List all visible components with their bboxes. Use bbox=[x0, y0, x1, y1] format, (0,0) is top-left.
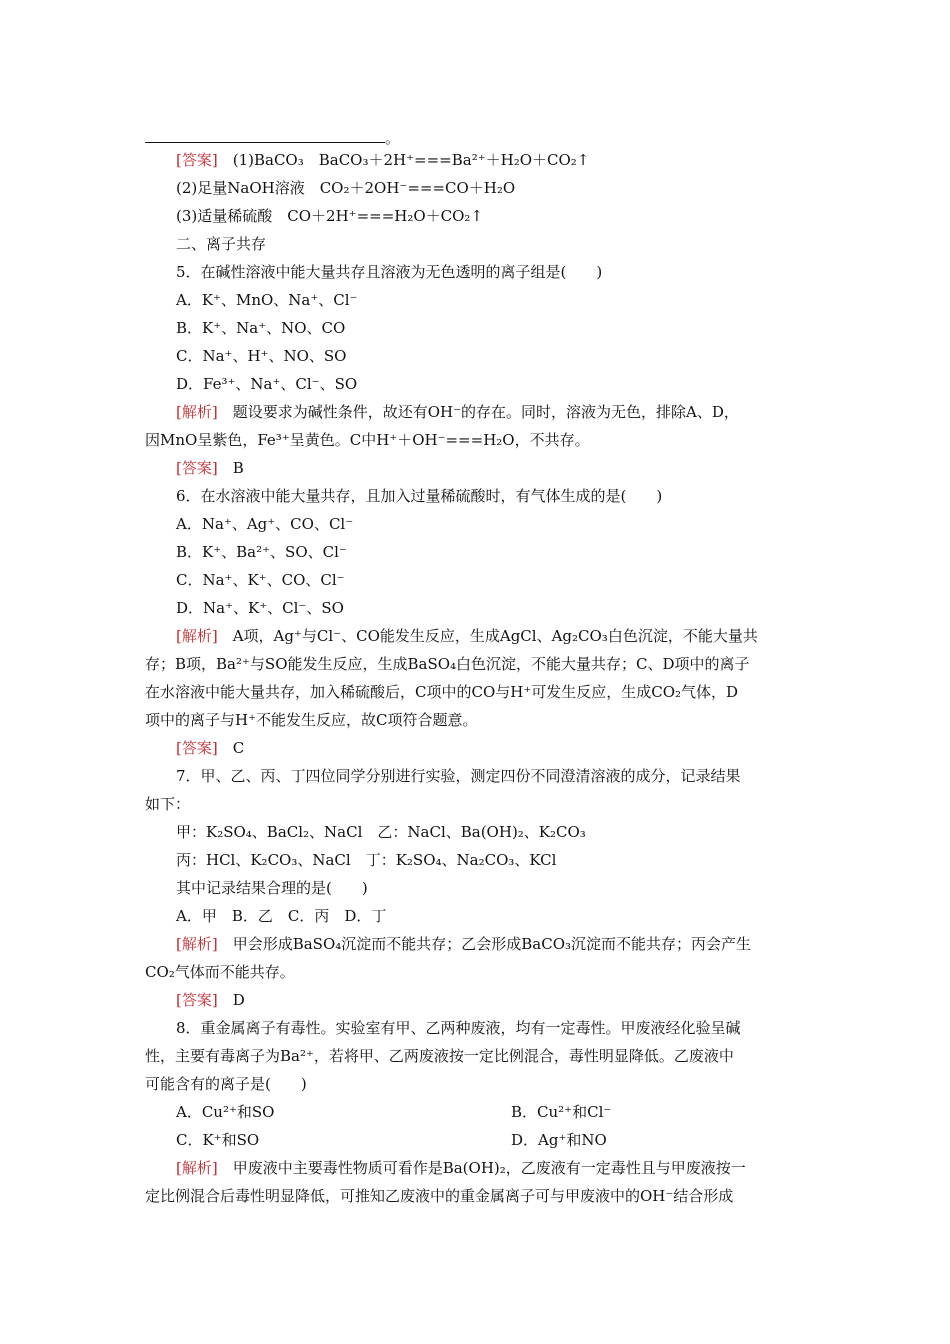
line-text: 如下： bbox=[145, 795, 191, 813]
question-8 bbox=[176, 1018, 741, 1038]
line-text: A．K⁺、MnO、Na⁺、Cl⁻ bbox=[176, 291, 358, 309]
answer-tag: [答案] bbox=[176, 459, 218, 477]
question-6 bbox=[176, 486, 662, 506]
fill-blank bbox=[145, 128, 385, 143]
analysis-tag: [解析] bbox=[176, 403, 218, 421]
option-c bbox=[176, 570, 345, 590]
option-b bbox=[176, 542, 347, 562]
line-text: B．K⁺、Na⁺、NO、CO bbox=[176, 319, 346, 337]
analysis-line bbox=[145, 430, 590, 450]
text-line bbox=[145, 794, 190, 814]
line-text: D．Na⁺、K⁺、Cl⁻、SO bbox=[176, 599, 344, 617]
text-line bbox=[176, 822, 586, 842]
answer-tag: [答案] bbox=[176, 991, 218, 1009]
answer-line bbox=[176, 738, 244, 758]
option-a bbox=[176, 290, 357, 310]
line-text: 甲会形成BaSO₄沉淀而不能共存；乙会形成BaCO₃沉淀而不能共存；丙会产生 bbox=[217, 935, 752, 953]
line-text: 5．在碱性溶液中能大量共存且溶液为无色透明的离子组是( ) bbox=[176, 263, 603, 281]
line-text: C bbox=[217, 739, 245, 757]
line-text: 6．在水溶液中能大量共存，且加入过量稀硫酸时，有气体生成的是( ) bbox=[176, 487, 663, 505]
text-line bbox=[145, 1046, 734, 1066]
line-text: C．Na⁺、K⁺、CO、Cl⁻ bbox=[176, 571, 345, 589]
options-row bbox=[176, 906, 386, 926]
text-line bbox=[176, 850, 556, 870]
line-text: A项，Ag⁺与Cl⁻、CO能发生反应，生成AgCl、Ag₂CO₃白色沉淀，不能大量共 bbox=[217, 627, 758, 645]
line-text: 甲废液中主要毒性物质可看作是Ba(OH)₂，乙废液有一定毒性且与甲废液按一 bbox=[217, 1159, 746, 1177]
line-text: (3)适量稀硫酸 CO＋2H⁺===H₂O＋CO₂↑ bbox=[176, 207, 484, 225]
option-b bbox=[176, 318, 345, 338]
analysis-line bbox=[176, 626, 758, 646]
text-line bbox=[176, 878, 368, 898]
line-text: 丙：HCl、K₂CO₃、NaCl 丁：K₂SO₄、Na₂CO₃、KCl bbox=[176, 851, 557, 869]
option-b: B．Cu²⁺和Cl⁻ bbox=[511, 1103, 612, 1121]
option-a: A．Cu²⁺和SO bbox=[176, 1103, 275, 1121]
analysis-line bbox=[145, 654, 750, 674]
line-text: 项中的离子与H⁺不能发生反应，故C项符合题意。 bbox=[145, 711, 478, 729]
analysis-line bbox=[145, 1186, 733, 1206]
line-text: D bbox=[217, 991, 245, 1009]
line-text: 。 bbox=[385, 129, 401, 147]
analysis-line bbox=[176, 1158, 746, 1178]
options-row bbox=[176, 1130, 776, 1150]
question-7 bbox=[176, 766, 741, 786]
analysis-line bbox=[176, 934, 751, 954]
option-d bbox=[176, 598, 344, 618]
line-text: 二、离子共存 bbox=[176, 235, 267, 253]
text-line bbox=[176, 178, 515, 198]
line-text: D．Fe³⁺、Na⁺、Cl⁻、SO bbox=[176, 375, 358, 393]
line-text: (1)BaCO₃ BaCO₃＋2H⁺===Ba²⁺＋H₂O＋CO₂↑ bbox=[232, 151, 590, 169]
line-text: 在水溶液中能大量共存，加入稀硫酸后，C项中的CO与H⁺可发生反应，生成CO₂气体，D bbox=[145, 683, 739, 701]
answer-line bbox=[176, 150, 589, 170]
options-row bbox=[176, 1102, 776, 1122]
analysis-line bbox=[176, 402, 739, 422]
line-text: A．甲 B．乙 C．丙 D．丁 bbox=[176, 907, 387, 925]
line-text: A．Na⁺、Ag⁺、CO、Cl⁻ bbox=[176, 515, 354, 533]
text-line bbox=[145, 1074, 307, 1094]
line-text: 存；B项，Ba²⁺与SO能发生反应，生成BaSO₄白色沉淀，不能大量共存；C、D项中的离子 bbox=[145, 655, 750, 673]
answer-line bbox=[176, 458, 244, 478]
analysis-line bbox=[145, 710, 477, 730]
line-text: C．Na⁺、H⁺、NO、SO bbox=[176, 347, 347, 365]
analysis-line bbox=[145, 962, 295, 982]
line-text: 题设要求为碱性条件，故还有OH⁻的存在。同时，溶液为无色，排除A、D， bbox=[217, 403, 739, 421]
answer-tag: [答案] bbox=[176, 151, 218, 169]
line-text: 因MnO呈紫色，Fe³⁺呈黄色。C中H⁺＋OH⁻===H₂O，不共存。 bbox=[145, 431, 590, 449]
line-text: B bbox=[217, 459, 244, 477]
line-text: 性，主要有毒离子为Ba²⁺，若将甲、乙两废液按一定比例混合，毒性明显降低。乙废液中 bbox=[145, 1047, 734, 1065]
option-c: C．K⁺和SO bbox=[176, 1131, 260, 1149]
analysis-tag: [解析] bbox=[176, 627, 218, 645]
line-text: 甲：K₂SO₄、BaCl₂、NaCl 乙：NaCl、Ba(OH)₂、K₂CO₃ bbox=[176, 823, 586, 841]
text-line bbox=[176, 206, 483, 226]
line-text: 7．甲、乙、丙、丁四位同学分别进行实验，测定四份不同澄清溶液的成分，记录结果 bbox=[176, 767, 741, 785]
option-a bbox=[176, 514, 353, 534]
line-text: (2)足量NaOH溶液 CO₂＋2OH⁻===CO＋H₂O bbox=[176, 179, 516, 197]
line-text: 8．重金属离子有毒性。实验室有甲、乙两种废液，均有一定毒性。甲废液经化验呈碱 bbox=[176, 1019, 741, 1037]
analysis-tag: [解析] bbox=[176, 935, 218, 953]
option-d: D．Ag⁺和NO bbox=[511, 1131, 607, 1149]
line-text: CO₂气体而不能共存。 bbox=[145, 963, 295, 981]
analysis-tag: [解析] bbox=[176, 1159, 218, 1177]
line-text: 可能含有的离子是( ) bbox=[145, 1075, 307, 1093]
answer-blank-line bbox=[145, 128, 400, 148]
line-text: 定比例混合后毒性明显降低，可推知乙废液中的重金属离子可与甲废液中的OH⁻结合形成 bbox=[145, 1187, 734, 1205]
section-heading bbox=[176, 234, 266, 254]
option-d bbox=[176, 374, 357, 394]
analysis-line bbox=[145, 682, 738, 702]
question-5 bbox=[176, 262, 602, 282]
answer-line bbox=[176, 990, 245, 1010]
line-text: B．K⁺、Ba²⁺、SO、Cl⁻ bbox=[176, 543, 347, 561]
line-text: 其中记录结果合理的是( ) bbox=[176, 879, 368, 897]
option-c bbox=[176, 346, 346, 366]
answer-tag: [答案] bbox=[176, 739, 218, 757]
